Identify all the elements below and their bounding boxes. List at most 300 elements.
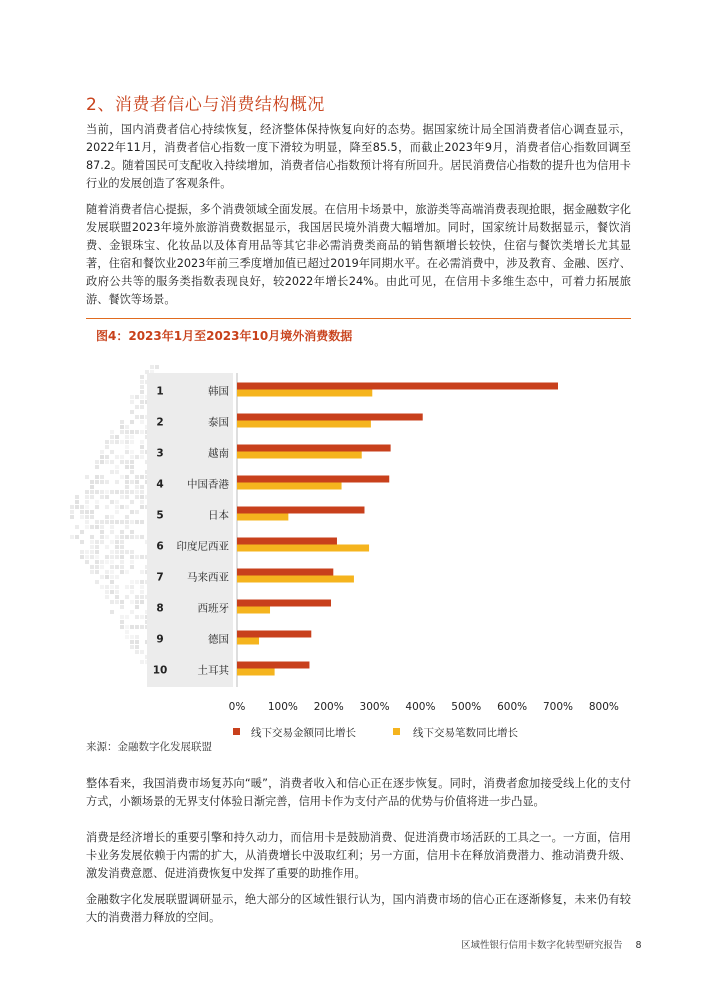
pattern-dot <box>120 605 124 609</box>
pattern-dot <box>130 610 134 614</box>
pattern-dot <box>105 535 109 539</box>
pattern-dot <box>115 500 119 504</box>
pattern-dot <box>130 520 134 524</box>
pattern-dot <box>95 550 99 554</box>
pattern-dot <box>110 515 114 519</box>
bar-count-growth <box>237 421 371 428</box>
rank-label: 9 <box>156 633 164 646</box>
pattern-dot <box>135 605 139 609</box>
section-title: 2、消费者信心与消费结构概况 <box>86 95 325 115</box>
pattern-dot <box>115 575 119 579</box>
bar-amount-growth <box>237 631 311 638</box>
pattern-dot <box>135 535 139 539</box>
pattern-dot <box>120 475 124 479</box>
pattern-dot <box>115 505 119 509</box>
pattern-dot <box>120 620 124 624</box>
rank-label: 1 <box>156 385 164 398</box>
pattern-dot <box>105 570 109 574</box>
page-footer <box>461 937 642 951</box>
pattern-dot <box>140 495 144 499</box>
x-tick-label: 800% <box>588 701 619 713</box>
pattern-dot <box>140 380 144 384</box>
pattern-dot <box>95 475 99 479</box>
pattern-dot <box>80 510 84 514</box>
category-label: 中国香港 <box>187 478 229 491</box>
pattern-dot <box>110 565 114 569</box>
pattern-dot <box>135 475 139 479</box>
pattern-dot <box>120 495 124 499</box>
pattern-dot <box>140 535 144 539</box>
bar-amount-growth <box>237 383 558 390</box>
pattern-dot <box>130 395 134 399</box>
pattern-dot <box>110 610 114 614</box>
pattern-dot <box>85 515 89 519</box>
pattern-dot <box>95 525 99 529</box>
pattern-dot <box>130 435 134 439</box>
bar-amount-growth <box>237 662 309 669</box>
pattern-dot <box>105 495 109 499</box>
pattern-dot <box>120 615 124 619</box>
pattern-dot <box>135 615 139 619</box>
pattern-dot <box>120 505 124 509</box>
pattern-dot <box>130 565 134 569</box>
pattern-dot <box>135 395 139 399</box>
pattern-dot <box>105 505 109 509</box>
pattern-dot <box>120 560 124 564</box>
pattern-dot <box>80 530 84 534</box>
pattern-dot <box>90 545 94 549</box>
pattern-dot <box>90 540 94 544</box>
pattern-dot <box>105 560 109 564</box>
pattern-dot <box>125 435 129 439</box>
pattern-dot <box>130 645 134 649</box>
pattern-dot <box>140 450 144 454</box>
pattern-dot <box>115 520 119 524</box>
pattern-dot <box>140 580 144 584</box>
pattern-dot <box>135 580 139 584</box>
pattern-dot <box>85 550 89 554</box>
pattern-dot <box>105 480 109 484</box>
pattern-dot <box>130 450 134 454</box>
pattern-dot <box>135 415 139 419</box>
pattern-dot <box>140 570 144 574</box>
pattern-dot <box>140 595 144 599</box>
pattern-dot <box>105 545 109 549</box>
pattern-dot <box>140 420 144 424</box>
category-label: 印度尼西亚 <box>176 540 229 553</box>
pattern-dot <box>125 490 129 494</box>
pattern-dot <box>90 485 94 489</box>
pattern-dot <box>100 525 104 529</box>
pattern-dot <box>140 400 144 404</box>
pattern-dot <box>90 490 94 494</box>
pattern-dot <box>135 480 139 484</box>
pattern-dot <box>90 525 94 529</box>
pattern-dot <box>100 520 104 524</box>
pattern-dot <box>140 500 144 504</box>
pattern-dot <box>80 550 84 554</box>
pattern-dot <box>140 440 144 444</box>
rank-label: 3 <box>156 447 164 460</box>
bar-amount-growth <box>237 445 391 452</box>
pattern-dot <box>120 520 124 524</box>
bar-count-growth <box>237 514 288 521</box>
pattern-dot <box>95 460 99 464</box>
pattern-dot <box>85 475 89 479</box>
pattern-dot <box>115 480 119 484</box>
pattern-dot <box>120 600 124 604</box>
pattern-dot <box>115 540 119 544</box>
category-label: 泰国 <box>208 416 229 429</box>
bar-amount-growth <box>237 507 364 514</box>
pattern-dot <box>115 455 119 459</box>
pattern-dot <box>100 565 104 569</box>
pattern-dot <box>85 500 89 504</box>
pattern-dot <box>130 460 134 464</box>
pattern-dot <box>95 480 99 484</box>
pattern-dot <box>140 415 144 419</box>
pattern-dot <box>85 525 89 529</box>
pattern-dot <box>110 525 114 529</box>
x-tick-label: 200% <box>313 701 344 713</box>
legend-swatch-amount <box>233 728 240 735</box>
pattern-dot <box>100 455 104 459</box>
pattern-dot <box>110 435 114 439</box>
pattern-dot <box>140 650 144 654</box>
pattern-dot <box>125 485 129 489</box>
pattern-dot <box>130 550 134 554</box>
category-label: 韩国 <box>208 385 229 398</box>
pattern-dot <box>85 555 89 559</box>
pattern-dot <box>115 470 119 474</box>
pattern-dot <box>100 475 104 479</box>
page-number: 8 <box>635 940 642 951</box>
pattern-dot <box>135 405 139 409</box>
x-tick-label: 500% <box>451 701 482 713</box>
bar-amount-growth <box>237 569 333 576</box>
pattern-dot <box>110 570 114 574</box>
pattern-dot <box>130 490 134 494</box>
chart-x-axis <box>229 701 619 713</box>
pattern-dot <box>130 440 134 444</box>
pattern-dot <box>115 490 119 494</box>
pattern-dot <box>90 495 94 499</box>
pattern-dot <box>105 460 109 464</box>
pattern-dot <box>130 470 134 474</box>
bar-count-growth <box>237 607 270 614</box>
pattern-dot <box>100 460 104 464</box>
pattern-dot <box>135 595 139 599</box>
pattern-dot <box>70 510 74 514</box>
pattern-dot <box>105 585 109 589</box>
pattern-dot <box>135 495 139 499</box>
pattern-dot <box>110 550 114 554</box>
pattern-dot <box>90 570 94 574</box>
pattern-dot <box>105 515 109 519</box>
chart-label-panel <box>147 373 233 687</box>
pattern-dot <box>70 535 74 539</box>
pattern-dot <box>130 420 134 424</box>
pattern-dot <box>125 550 129 554</box>
pattern-dot <box>120 490 124 494</box>
pattern-dot <box>110 530 114 534</box>
pattern-dot <box>125 515 129 519</box>
rank-label: 8 <box>156 602 164 615</box>
pattern-dot <box>110 580 114 584</box>
pattern-dot <box>115 550 119 554</box>
pattern-dot <box>125 585 129 589</box>
rank-label: 2 <box>156 416 164 429</box>
pattern-dot <box>95 560 99 564</box>
pattern-dot <box>130 640 134 644</box>
pattern-dot <box>125 570 129 574</box>
pattern-dot <box>130 480 134 484</box>
pattern-dot <box>135 485 139 489</box>
pattern-dot <box>95 565 99 569</box>
pattern-dot <box>130 400 134 404</box>
pattern-dot <box>125 445 129 449</box>
figure-title: 图4：2023年1月至2023年10月境外消费数据 <box>96 329 353 343</box>
footer-report-title: 区域性银行信用卡数字化转型研究报告 <box>461 940 623 951</box>
pattern-dot <box>95 555 99 559</box>
rank-label: 5 <box>156 509 164 522</box>
paragraph-market-recovery: 整体看来，我国消费市场复苏向“暖”，消费者收入和信心正在逐步恢复。同时，消费者愈加接受线上化的支付方式，小额场景的无界支付体验日渐完善，信用卡作为支付产品的优势与价值将进一步凸显。 <box>86 777 631 808</box>
x-tick-label: 700% <box>542 701 574 713</box>
pattern-dot <box>135 520 139 524</box>
pattern-dot <box>95 540 99 544</box>
category-label: 日本 <box>208 509 229 522</box>
pattern-dot <box>125 480 129 484</box>
pattern-dot <box>135 640 139 644</box>
pattern-dot <box>70 505 74 509</box>
pattern-dot <box>140 505 144 509</box>
pattern-dot <box>110 460 114 464</box>
pattern-dot <box>110 440 114 444</box>
pattern-dot <box>140 405 144 409</box>
pattern-dot <box>115 465 119 469</box>
pattern-dot <box>80 515 84 519</box>
pattern-dot <box>130 530 134 534</box>
paragraph-consumption-fields: 随着消费者信心提振，多个消费领域全面发展。在信用卡场景中，旅游类等高端消费表现抢眼，据金融数字化发展联盟2023年境外旅游消费数据显示，我国居民境外消费大幅增加。同时，国家统计局数据显示，餐饮消费、金银珠宝、化妆品以及体育用品等其它非必需消费类商品的销售额增长较快，住宿与餐饮类增长尤其显著，住宿和餐饮业2023年前三季度增加值已超过2019年同期水平。在必需消费中，涉及教育、金融、医疗、政府公共等的服务类指数表现良好，较2022年增长24%。由此可见，在信用卡多维生态中，可着力拓展旅游、餐饮等场景。 <box>86 203 631 306</box>
pattern-dot <box>140 585 144 589</box>
pattern-dot <box>100 540 104 544</box>
pattern-dot <box>110 560 114 564</box>
pattern-dot <box>125 525 129 529</box>
bar-count-growth <box>237 390 372 397</box>
pattern-dot <box>120 430 124 434</box>
pattern-dot <box>115 545 119 549</box>
pattern-dot <box>125 520 129 524</box>
pattern-dot <box>130 410 134 414</box>
pattern-dot <box>140 390 144 394</box>
pattern-dot <box>95 465 99 469</box>
bar-count-growth <box>237 483 342 490</box>
pattern-dot <box>130 635 134 639</box>
pattern-dot <box>110 540 114 544</box>
pattern-dot <box>90 515 94 519</box>
pattern-dot <box>140 625 144 629</box>
pattern-dot <box>120 440 124 444</box>
pattern-dot <box>135 455 139 459</box>
pattern-dot <box>130 430 134 434</box>
chart-bars <box>237 373 558 687</box>
pattern-dot <box>120 530 124 534</box>
pattern-dot <box>120 550 124 554</box>
pattern-dot <box>125 595 129 599</box>
pattern-dot <box>135 650 139 654</box>
pattern-dot <box>130 590 134 594</box>
pattern-dot <box>130 560 134 564</box>
pattern-dot <box>90 555 94 559</box>
pattern-dot <box>120 420 124 424</box>
pattern-dot <box>85 495 89 499</box>
x-tick-label: 300% <box>359 701 390 713</box>
bar-count-growth <box>237 638 259 645</box>
bar-amount-growth <box>237 538 337 545</box>
rank-label: 7 <box>156 571 164 584</box>
pattern-dot <box>100 560 104 564</box>
pattern-dot <box>110 450 114 454</box>
pattern-dot <box>100 490 104 494</box>
pattern-dot <box>120 460 124 464</box>
pattern-dot <box>140 445 144 449</box>
pattern-dot <box>140 455 144 459</box>
pattern-dot <box>110 470 114 474</box>
bar-amount-growth <box>237 476 389 483</box>
pattern-dot <box>140 395 144 399</box>
pattern-dot <box>135 510 139 514</box>
pattern-dot <box>80 555 84 559</box>
pattern-dot <box>120 540 124 544</box>
pattern-dot <box>110 500 114 504</box>
pattern-dot <box>90 565 94 569</box>
rank-label: 10 <box>152 664 168 677</box>
paragraph-engine-of-growth: 消费是经济增长的重要引擎和持久动力，而信用卡是鼓励消费、促进消费市场活跃的工具之一。一方面，信用卡业务发展依赖于内需的扩大，从消费增长中汲取红利；另一方面，信用卡在释放消费潜力、推动消费升级、激发消费意愿、促进消费恢复中发挥了重要的助推作用。 <box>86 831 631 880</box>
paragraph-consumer-confidence: 当前，国内消费者信心持续恢复，经济整体保持恢复向好的态势。据国家统计局全国消费者信心调查显示，2022年11月，消费者信心指数一度下滑较为明显，降至85.5，而截止2023年9月，消费者信心指数回调至87.2。随着国民可支配收入持续增加，消费者信心指数预计将有所回升。居民消费信心指数的提升也为信用卡行业的发展创造了客观条件。 <box>86 123 631 190</box>
pattern-dot <box>140 660 144 664</box>
pattern-dot <box>100 535 104 539</box>
pattern-dot <box>85 560 89 564</box>
pattern-dot <box>95 545 99 549</box>
pattern-dot <box>120 625 124 629</box>
pattern-dot <box>115 435 119 439</box>
category-label: 西班牙 <box>197 602 229 615</box>
pattern-dot <box>135 625 139 629</box>
category-label: 德国 <box>208 633 229 646</box>
pattern-dot <box>105 440 109 444</box>
pattern-dot <box>140 490 144 494</box>
pattern-dot <box>125 635 129 639</box>
pattern-dot <box>90 480 94 484</box>
pattern-dot <box>135 635 139 639</box>
pattern-dot <box>120 455 124 459</box>
pattern-dot <box>105 555 109 559</box>
pattern-dot <box>100 480 104 484</box>
chart-legend <box>233 726 518 739</box>
pattern-dot <box>135 490 139 494</box>
pattern-dot <box>115 590 119 594</box>
pattern-dot <box>105 575 109 579</box>
pattern-dot <box>130 535 134 539</box>
pattern-dot <box>120 425 124 429</box>
pattern-dot <box>125 430 129 434</box>
pattern-dot <box>125 615 129 619</box>
pattern-dot <box>125 630 129 634</box>
pattern-dot <box>110 555 114 559</box>
pattern-dot <box>120 565 124 569</box>
pattern-dot <box>85 490 89 494</box>
pattern-dot <box>125 450 129 454</box>
overseas-spending-chart <box>0 345 710 739</box>
pattern-dot <box>105 490 109 494</box>
pattern-dot <box>110 590 114 594</box>
pattern-dot <box>125 535 129 539</box>
pattern-dot <box>125 425 129 429</box>
x-tick-label: 0% <box>228 701 246 713</box>
pattern-dot <box>95 490 99 494</box>
bar-count-growth <box>237 669 275 676</box>
pattern-dot <box>85 510 89 514</box>
pattern-dot <box>75 535 79 539</box>
pattern-dot <box>140 590 144 594</box>
pattern-dot <box>125 495 129 499</box>
pattern-dot <box>105 520 109 524</box>
x-tick-label: 400% <box>405 701 436 713</box>
pattern-dot <box>125 625 129 629</box>
legend-label-amount: 线下交易金额同比增长 <box>251 727 356 739</box>
pattern-dot <box>95 500 99 504</box>
pattern-dot <box>110 600 114 604</box>
pattern-dot <box>90 535 94 539</box>
pattern-dot <box>140 430 144 434</box>
pattern-dot <box>130 510 134 514</box>
pattern-dot <box>105 455 109 459</box>
pattern-dot <box>110 585 114 589</box>
pattern-dot <box>130 500 134 504</box>
pattern-dot <box>100 450 104 454</box>
pattern-dot <box>130 585 134 589</box>
pattern-dot <box>115 555 119 559</box>
category-label: 土耳其 <box>197 664 229 677</box>
bar-amount-growth <box>237 414 423 421</box>
pattern-dot <box>150 365 154 369</box>
pattern-dot <box>100 585 104 589</box>
pattern-dot <box>100 575 104 579</box>
pattern-dot <box>110 520 114 524</box>
bar-amount-growth <box>237 600 331 607</box>
pattern-dot <box>100 530 104 534</box>
paragraph-survey-results: 金融数字化发展联盟调研显示，绝大部分的区域性银行认为，国内消费市场的信心正在逐渐修复，未来仍有较大的消费潜力释放的空间。 <box>86 893 631 924</box>
pattern-dot <box>140 375 144 379</box>
bar-count-growth <box>237 545 369 552</box>
pattern-dot <box>115 585 119 589</box>
pattern-dot <box>135 430 139 434</box>
pattern-dot <box>135 555 139 559</box>
pattern-dot <box>125 460 129 464</box>
pattern-dot <box>115 565 119 569</box>
rank-label: 4 <box>156 478 164 491</box>
pattern-dot <box>135 645 139 649</box>
pattern-dot <box>140 385 144 389</box>
bar-count-growth <box>237 452 362 459</box>
pattern-dot <box>140 555 144 559</box>
pattern-dot <box>110 575 114 579</box>
pattern-dot <box>125 465 129 469</box>
rank-label: 6 <box>156 540 164 553</box>
pattern-dot <box>125 475 129 479</box>
category-label: 越南 <box>208 447 229 460</box>
x-tick-label: 600% <box>497 701 528 713</box>
